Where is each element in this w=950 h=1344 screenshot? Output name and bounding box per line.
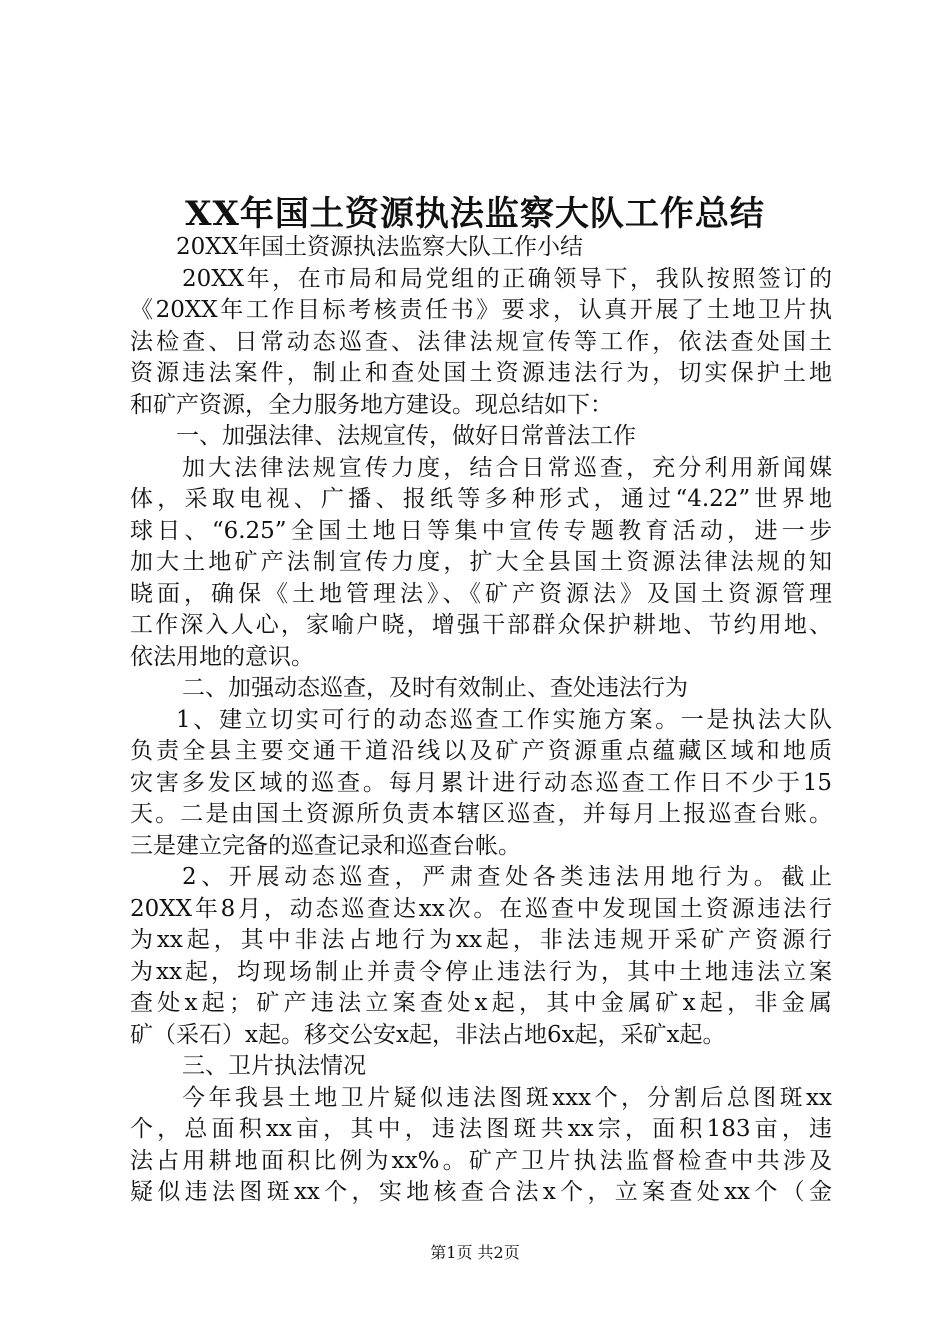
document-body [130,232,832,1209]
subtitle-line: 20XX年国土资源执法监察大队工作小结 [176,234,584,260]
section-heading: 一、加强法律、法规宣传，做好日常普法工作 [176,423,636,449]
paragraph-line: 加大法律法规宣传力度，结合日常巡查，充分利用新闻媒 [182,454,832,481]
paragraph-line: 球日、“6.25”全国土地日等集中宣传专题教育活动，进一步 [130,517,832,544]
paragraph-line: 查处x起；矿产违法立案查处x起，其中金属矿x起，非金属 [130,990,832,1016]
paragraph-line: 法占用耕地面积比例为xx%。矿产卫片执法监督检查中共涉及 [130,1147,832,1174]
paragraph-line: 为xx起，均现场制止并责令停止违法行为，其中土地违法立案 [130,958,832,985]
paragraph-line: 为xx起，其中非法占地行为xx起，非法违规开采矿产资源行 [130,927,832,953]
paragraph-line: 20XX年，在市局和局党组的正确领导下，我队按照签订的 [182,265,832,292]
paragraph-line: 个，总面积xx亩，其中，违法图斑共xx宗，面积183亩，违 [130,1116,832,1142]
paragraph-line: 资源违法案件，制止和查处国土资源违法行为，切实保护土地 [130,360,832,386]
paragraph-line: 负责全县主要交通干道沿线以及矿产资源重点蕴藏区域和地质 [130,738,832,764]
paragraph-line: 天。二是由国土资源所负责本辖区巡查，并每月上报巡查台账。 [130,801,832,827]
paragraph-line: 2、开展动态巡查，严肃查处各类违法用地行为。截止 [182,864,832,890]
paragraph-line: 晓面，确保《土地管理法》、《矿产资源法》及国土资源管理 [130,580,832,607]
paragraph-line: 和矿产资源，全力服务地方建设。现总结如下： [130,391,613,418]
section-heading: 二、加强动态巡查，及时有效制止、查处违法行为 [182,675,688,701]
paragraph-line: 加大土地矿产法制宣传力度，扩大全县国土资源法律法规的知 [130,549,832,575]
page-number-footer: 第1页 共2页 [430,1243,520,1262]
paragraph-line: 工作深入人心，家喻户晓，增强干部群众保护耕地、节约用地、 [130,612,832,638]
paragraph-line: 矿（采石）x起。移交公安x起，非法占地6x起，采矿x起。 [130,1021,726,1048]
section-heading: 三、卫片执法情况 [182,1053,366,1079]
paragraph-line: 《20XX年工作目标考核责任书》要求，认真开展了土地卫片执 [130,297,832,323]
paragraph-line: 法检查、日常动态巡查、法律法规宣传等工作，依法查处国土 [130,328,832,355]
paragraph-line: 疑似违法图斑xx个，实地核查合法x个，立案查处xx个（金 [130,1179,832,1205]
paragraph-line: 灾害多发区域的巡查。每月累计进行动态巡查工作日不少于15 [130,769,832,796]
paragraph-line: 1、建立切实可行的动态巡查工作实施方案。一是执法大队 [176,706,832,733]
document-title: XX年国土资源执法监察大队工作总结 [185,194,765,234]
paragraph-line: 20XX年8月，动态巡查达xx次。在巡查中发现国土资源违法行 [130,895,832,922]
paragraph-line: 三是建立完备的巡查记录和巡查台帐。 [130,832,521,859]
paragraph-line: 依法用地的意识。 [130,643,314,670]
paragraph-line: 今年我县土地卫片疑似违法图斑xxx个，分割后总图斑xx [182,1084,832,1111]
paragraph-line: 体，采取电视、广播、报纸等多种形式，通过“4.22”世界地 [130,486,832,512]
